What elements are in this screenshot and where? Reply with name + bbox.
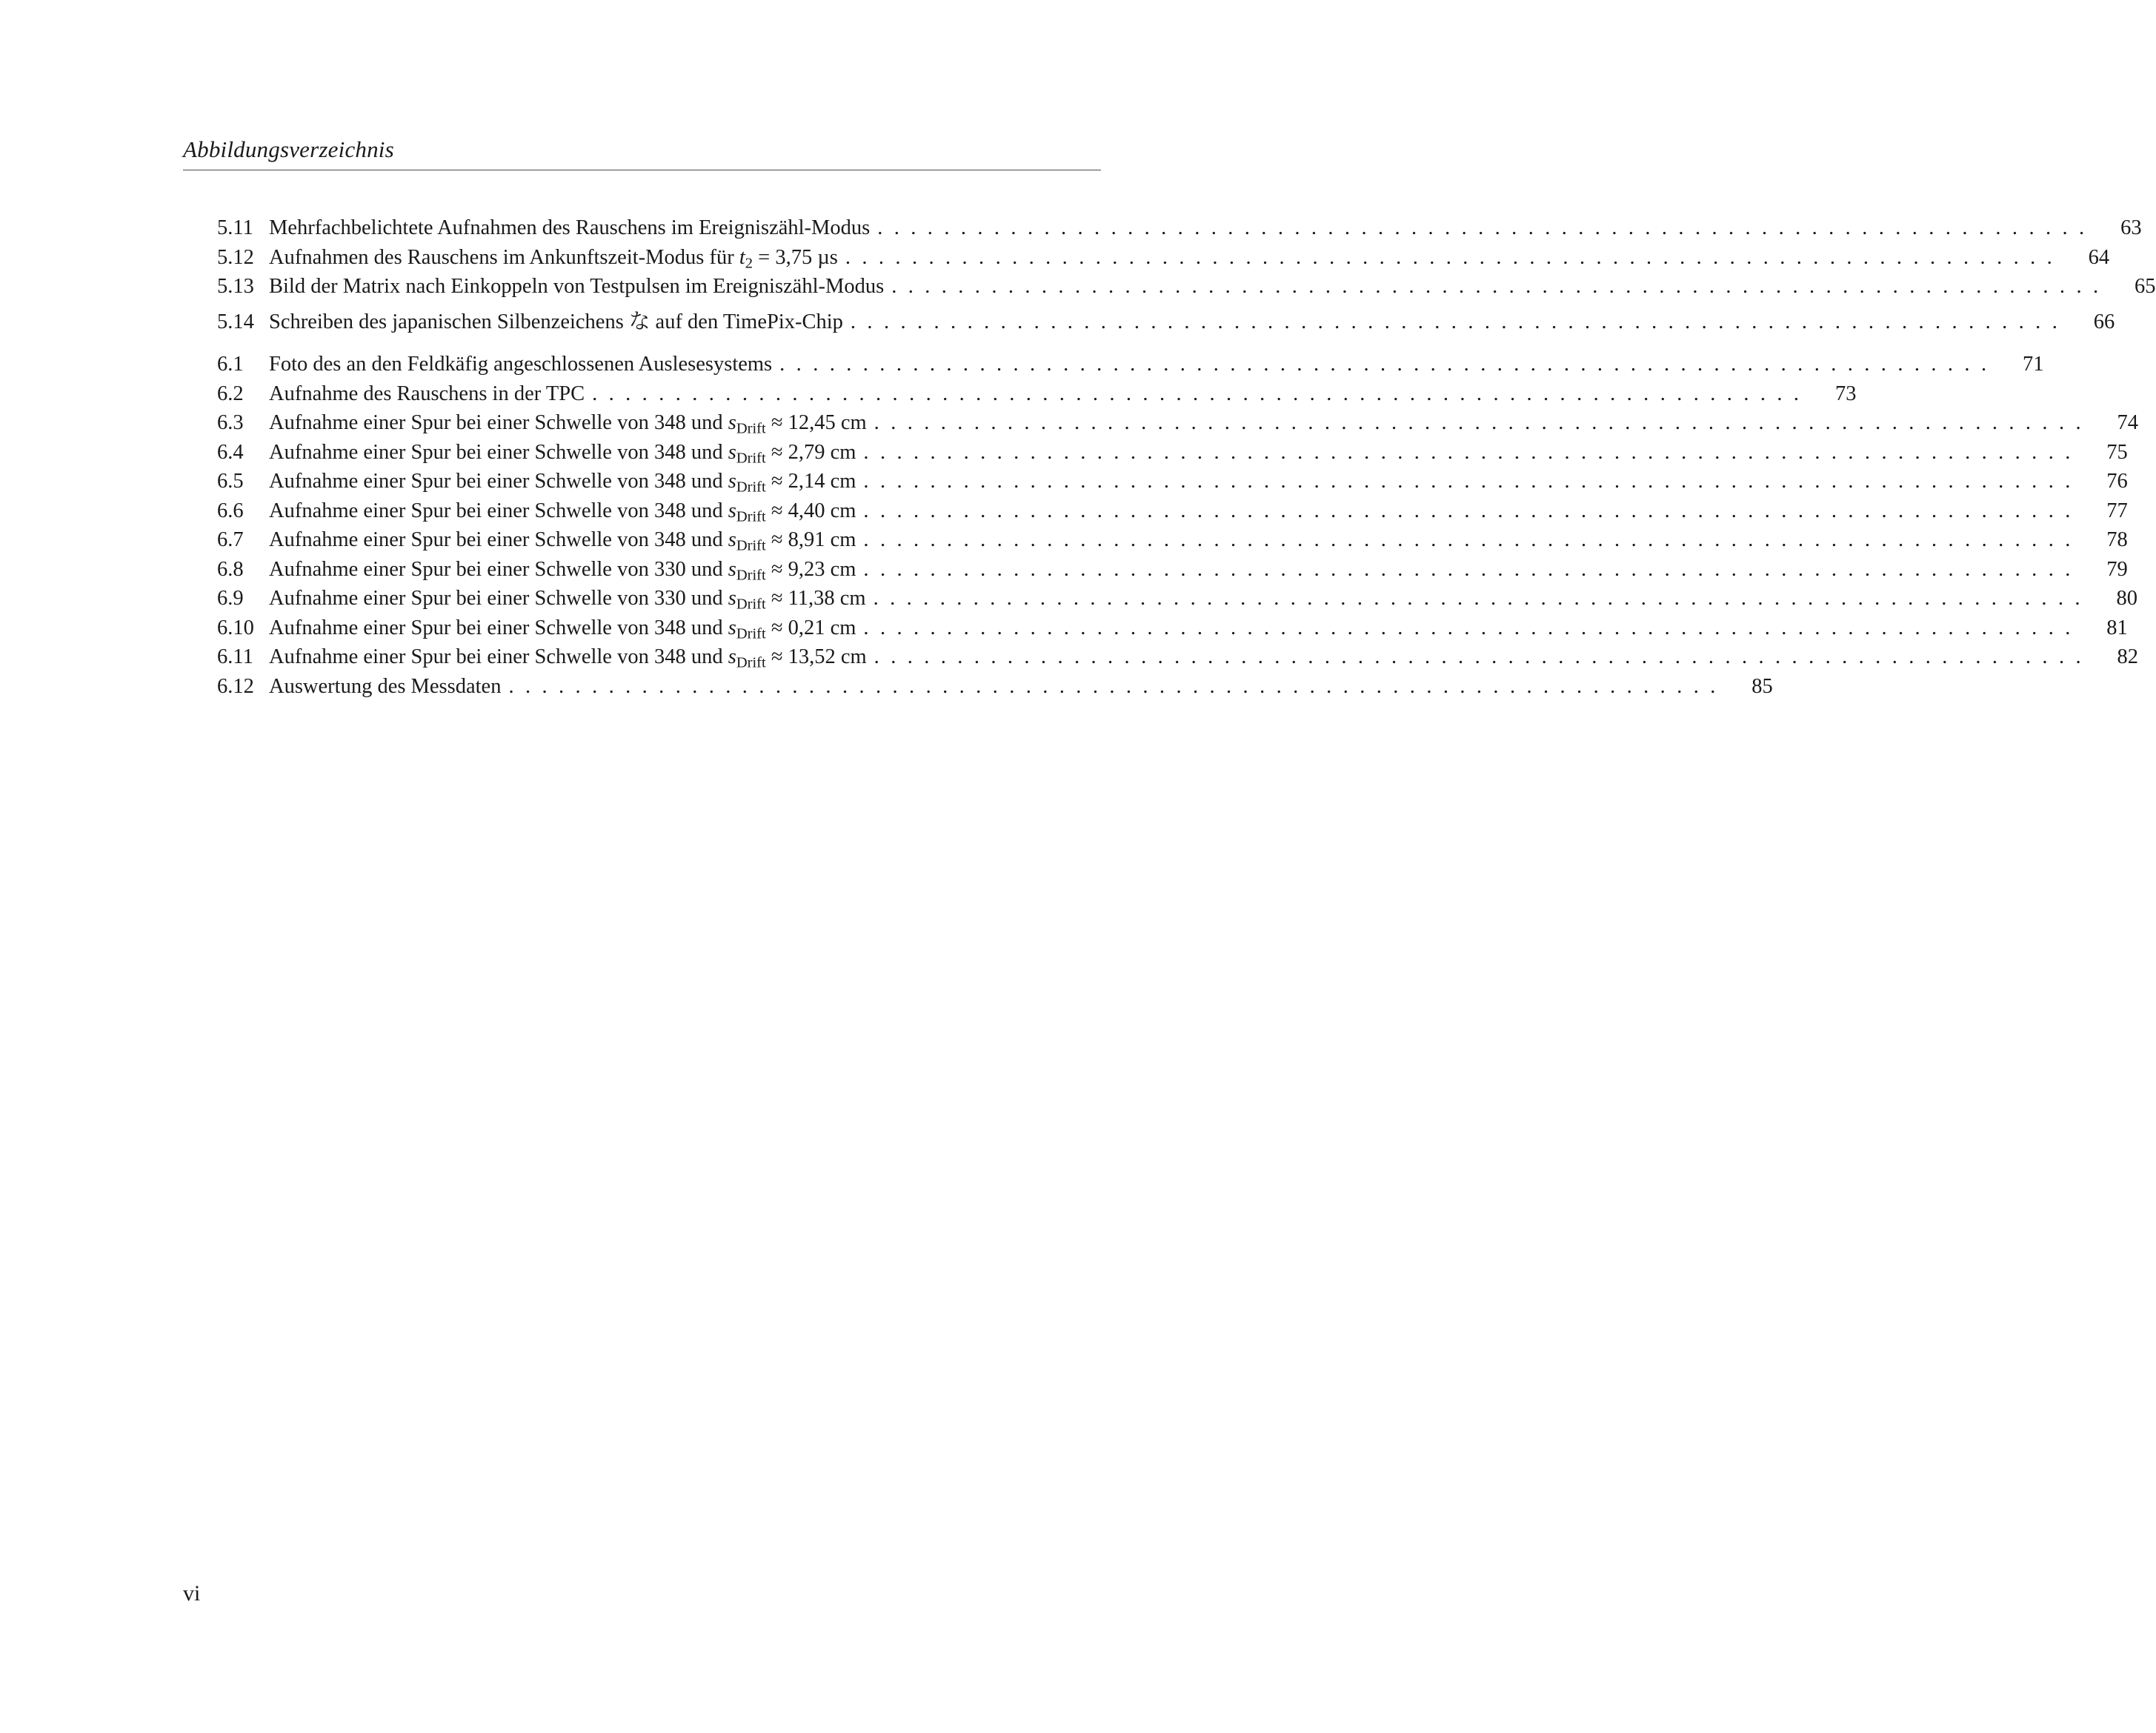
page-number: vi bbox=[183, 1581, 201, 1606]
figure-entry[interactable] bbox=[217, 557, 2128, 588]
figure-number: 6.5 bbox=[217, 470, 244, 493]
dot-leader: ......................................................................... bbox=[863, 557, 2082, 581]
page-reference[interactable]: 77 bbox=[2106, 499, 2128, 522]
figure-title bbox=[269, 587, 866, 611]
math-subscript: Drift bbox=[736, 450, 766, 467]
dot-leader: ......................................................................... bbox=[874, 645, 2092, 668]
lof-group bbox=[217, 353, 2138, 704]
page-reference[interactable]: 78 bbox=[2106, 528, 2128, 551]
dot-leader: ......................................................................... bbox=[874, 411, 2092, 434]
figure-entry[interactable] bbox=[217, 587, 2137, 616]
math-subscript: Drift bbox=[736, 567, 766, 584]
figure-title bbox=[269, 275, 884, 299]
figure-title-text: Mehrfachbelichtete Aufnahmen des Rauschens im Ereigniszähl-Modus bbox=[269, 216, 871, 239]
figure-entry[interactable] bbox=[217, 245, 2110, 276]
dot-leader: ......................................................................... bbox=[592, 382, 1811, 405]
math-subscript: Drift bbox=[736, 420, 766, 437]
figure-number: 5.12 bbox=[217, 245, 254, 269]
math-subscript: Drift bbox=[736, 625, 766, 642]
page-reference[interactable]: 75 bbox=[2106, 440, 2128, 464]
figure-number: 6.8 bbox=[217, 557, 244, 581]
figure-number: 6.11 bbox=[217, 645, 253, 668]
math-subscript: Drift bbox=[736, 537, 766, 554]
figure-number: 6.2 bbox=[217, 382, 244, 405]
figure-entry[interactable] bbox=[217, 470, 2128, 499]
math-subscript: 2 bbox=[745, 255, 753, 272]
figure-title bbox=[269, 499, 856, 523]
figure-number: 6.12 bbox=[217, 674, 254, 698]
figure-number: 6.6 bbox=[217, 499, 244, 522]
math-variable: s bbox=[728, 411, 736, 434]
figure-title-text: Foto des an den Feldkäfig angeschlossenen Auslesesystems bbox=[269, 353, 773, 376]
page-reference[interactable]: 65 bbox=[2135, 275, 2156, 298]
math-subscript: Drift bbox=[736, 654, 766, 671]
figure-number: 6.4 bbox=[217, 440, 244, 464]
math-variable: s bbox=[728, 499, 736, 522]
figure-title-text: Aufnahme einer Spur bei einer Schwelle von 348 und bbox=[269, 440, 728, 464]
figure-title-suffix: ≈ 12,45 cm bbox=[765, 411, 867, 434]
figure-title bbox=[269, 382, 585, 406]
dot-leader: ......................................................................... bbox=[850, 310, 2069, 333]
page-reference[interactable]: 66 bbox=[2093, 310, 2115, 333]
figure-title-text: Aufnahme einer Spur bei einer Schwelle von 348 und bbox=[269, 499, 728, 522]
figure-title bbox=[269, 353, 772, 376]
figure-title-text: Aufnahme einer Spur bei einer Schwelle von 348 und bbox=[269, 470, 728, 493]
math-variable: s bbox=[728, 470, 736, 493]
math-variable: s bbox=[728, 557, 736, 581]
figure-entry[interactable] bbox=[217, 616, 2128, 646]
figure-entry[interactable] bbox=[217, 674, 1773, 705]
figure-number: 5.14 bbox=[217, 310, 254, 333]
dot-leader: ......................................................................... bbox=[845, 245, 2064, 269]
figure-title-text: Bild der Matrix nach Einkoppeln von Testpulsen im Ereigniszähl-Modus bbox=[269, 275, 885, 298]
figure-number: 5.11 bbox=[217, 216, 253, 239]
math-subscript: Drift bbox=[736, 479, 766, 496]
figure-title-text: Aufnahme des Rauschens in der TPC bbox=[269, 382, 585, 405]
page-reference[interactable]: 76 bbox=[2106, 470, 2128, 493]
figure-entry[interactable] bbox=[217, 275, 2156, 305]
math-variable: t bbox=[739, 245, 745, 269]
figure-title-suffix: ≈ 2,79 cm bbox=[765, 440, 856, 464]
figure-title-suffix: ≈ 4,40 cm bbox=[765, 499, 856, 522]
page-reference[interactable]: 63 bbox=[2120, 216, 2142, 239]
dot-leader: ......................................................................... bbox=[863, 499, 2082, 522]
figure-title-text: Aufnahmen des Rauschens im Ankunftszeit-Modus für bbox=[269, 245, 739, 269]
dot-leader: ......................................................................... bbox=[863, 440, 2082, 464]
figure-title-suffix: ≈ 9,23 cm bbox=[765, 557, 856, 581]
figure-number: 6.1 bbox=[217, 353, 244, 376]
figure-title-suffix: ≈ 13,52 cm bbox=[765, 645, 867, 668]
page-reference[interactable]: 73 bbox=[1834, 382, 1857, 405]
figure-title bbox=[269, 411, 867, 435]
page-reference[interactable]: 74 bbox=[2117, 411, 2138, 434]
math-variable: s bbox=[728, 528, 736, 551]
figure-entry[interactable] bbox=[217, 382, 1857, 412]
figure-entry[interactable] bbox=[217, 499, 2128, 529]
figure-title-text: Aufnahme einer Spur bei einer Schwelle von 330 und bbox=[269, 557, 728, 581]
dot-leader: ......................................................................... bbox=[863, 528, 2082, 551]
figure-entry[interactable] bbox=[217, 305, 2115, 334]
math-subscript: Drift bbox=[736, 596, 766, 613]
figure-entry[interactable] bbox=[217, 645, 2138, 675]
figure-title-text: Aufnahme einer Spur bei einer Schwelle von 348 und bbox=[269, 616, 728, 639]
figure-title bbox=[269, 616, 856, 640]
figure-title-text: Aufnahme einer Spur bei einer Schwelle von 348 und bbox=[269, 645, 728, 668]
figure-title-text: Auswertung des Messdaten bbox=[269, 674, 502, 698]
math-variable: s bbox=[728, 645, 736, 668]
dot-leader: ......................................................................... bbox=[863, 470, 2082, 493]
page-reference[interactable]: 79 bbox=[2106, 557, 2128, 581]
page-reference[interactable]: 81 bbox=[2106, 616, 2128, 639]
figure-title-suffix: ≈ 11,38 cm bbox=[765, 587, 866, 610]
figure-title-text: Aufnahme einer Spur bei einer Schwelle von 330 und bbox=[269, 587, 728, 610]
dot-leader: ......................................................................... bbox=[508, 674, 1727, 698]
running-head: Abbildungsverzeichnis bbox=[183, 136, 394, 162]
figure-title bbox=[269, 558, 856, 582]
page-reference[interactable]: 80 bbox=[2116, 587, 2137, 610]
figure-title-text: Aufnahme einer Spur bei einer Schwelle von 348 und bbox=[269, 528, 728, 551]
figure-title-suffix: ≈ 0,21 cm bbox=[765, 616, 856, 639]
dot-leader: ......................................................................... bbox=[877, 216, 2096, 239]
list-of-figures bbox=[217, 216, 2156, 704]
figure-entry[interactable] bbox=[217, 440, 2128, 470]
figure-entry[interactable] bbox=[217, 216, 2142, 246]
figure-title bbox=[269, 216, 870, 240]
dot-leader: ......................................................................... bbox=[891, 275, 2110, 298]
lof-group bbox=[217, 216, 2156, 333]
figure-entry[interactable] bbox=[217, 411, 2138, 441]
figure-title bbox=[269, 528, 856, 552]
figure-number: 6.7 bbox=[217, 528, 244, 551]
math-subscript: Drift bbox=[736, 508, 766, 525]
figure-title bbox=[269, 441, 856, 465]
math-variable: s bbox=[728, 440, 736, 464]
figure-title-suffix: ≈ 2,14 cm bbox=[765, 470, 856, 493]
figure-title-text: Aufnahme einer Spur bei einer Schwelle von 348 und bbox=[269, 411, 728, 434]
figure-number: 6.10 bbox=[217, 616, 254, 639]
figure-number: 6.3 bbox=[217, 411, 244, 434]
page-reference[interactable]: 71 bbox=[2022, 353, 2044, 376]
figure-number: 5.13 bbox=[217, 275, 254, 298]
figure-title-text: Schreiben des japanischen Silbenzeichens な auf den TimePix-Chip bbox=[269, 310, 843, 333]
figure-title bbox=[269, 675, 501, 699]
page-reference[interactable]: 85 bbox=[1751, 674, 1773, 698]
figure-title-suffix: = 3,75 µs bbox=[753, 245, 838, 269]
math-variable: s bbox=[728, 587, 736, 610]
dot-leader: ......................................................................... bbox=[863, 616, 2082, 639]
figure-title bbox=[269, 645, 867, 669]
figure-title-suffix: ≈ 8,91 cm bbox=[765, 528, 856, 551]
figure-title bbox=[269, 305, 843, 335]
figure-title bbox=[269, 470, 856, 496]
dot-leader: ......................................................................... bbox=[779, 353, 1998, 376]
figure-entry[interactable] bbox=[217, 528, 2128, 558]
math-variable: s bbox=[728, 616, 736, 639]
figure-number: 6.9 bbox=[217, 587, 244, 610]
page-reference[interactable]: 82 bbox=[2117, 645, 2138, 668]
figure-entry[interactable] bbox=[217, 353, 2044, 382]
figure-title bbox=[269, 246, 838, 270]
page-reference[interactable]: 64 bbox=[2088, 245, 2110, 269]
dot-leader: ......................................................................... bbox=[873, 587, 2092, 610]
